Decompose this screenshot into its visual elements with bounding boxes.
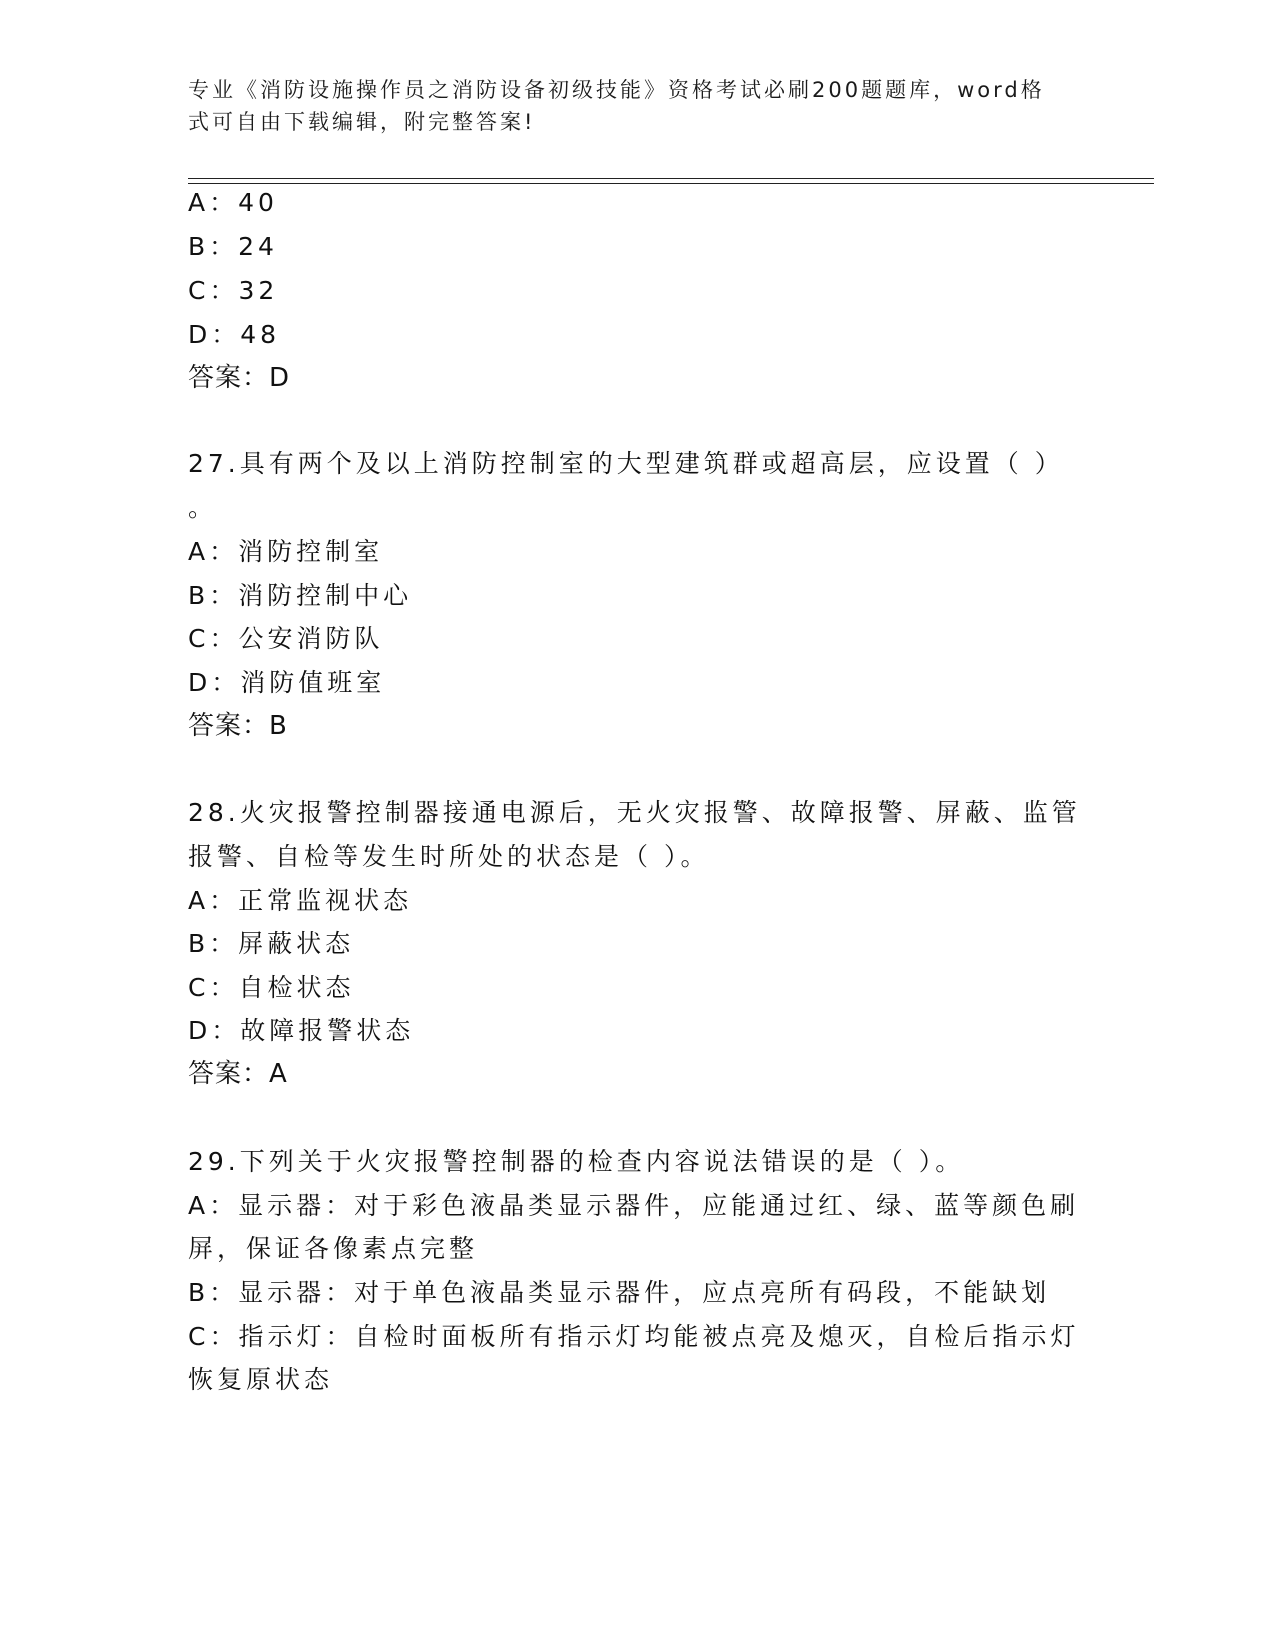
q29-option-c-line2: 恢复原状态 xyxy=(188,1365,334,1394)
q28-option-c: C：自检状态 xyxy=(188,973,355,1002)
q28-option-d: D：故障报警状态 xyxy=(188,1016,415,1045)
q27-option-c: C：公安消防队 xyxy=(188,624,384,653)
q26-option-a: A：40 xyxy=(188,188,278,217)
q29-stem: 29.下列关于火灾报警控制器的检查内容说法错误的是（ ）。 xyxy=(188,1147,965,1176)
q26-option-d: D：48 xyxy=(188,320,281,349)
q26-answer: 答案：D xyxy=(188,363,291,393)
header-divider-bottom xyxy=(188,183,1154,184)
document-header: 专业《消防设施操作员之消防设备初级技能》资格考试必刷200题题库，word格式可自由下载编辑，附完整答案! xyxy=(188,78,1045,134)
q27-option-d: D：消防值班室 xyxy=(188,668,386,697)
q28-option-b: B：屏蔽状态 xyxy=(188,929,355,958)
q27-stem-line2: 。 xyxy=(188,493,218,522)
q27-stem-line1: 27.具有两个及以上消防控制室的大型建筑群或超高层，应设置（ ） xyxy=(188,449,1064,478)
q26-option-b: B：24 xyxy=(188,232,278,261)
q28-stem-line2: 报警、自检等发生时所处的状态是（ ）。 xyxy=(188,842,710,871)
q29-option-c-line1: C：指示灯：自检时面板所有指示灯均能被点亮及熄灭，自检后指示灯 xyxy=(188,1322,1080,1351)
q29-option-a-line2: 屏，保证各像素点完整 xyxy=(188,1234,479,1263)
q28-option-a: A：正常监视状态 xyxy=(188,886,413,915)
header-divider-top xyxy=(188,178,1154,179)
q26-option-c: C：32 xyxy=(188,276,279,305)
q27-option-b: B：消防控制中心 xyxy=(188,581,413,610)
q27-answer: 答案：B xyxy=(188,711,288,741)
q27-option-a: A：消防控制室 xyxy=(188,537,384,566)
q29-option-a-line1: A：显示器：对于彩色液晶类显示器件，应能通过红、绿、蓝等颜色刷 xyxy=(188,1191,1080,1220)
q28-stem-line1: 28.火灾报警控制器接通电源后，无火灾报警、故障报警、屏蔽、监管 xyxy=(188,798,1081,827)
q28-answer: 答案：A xyxy=(188,1059,288,1089)
q29-option-b: B：显示器：对于单色液晶类显示器件，应点亮所有码段，不能缺划 xyxy=(188,1278,1051,1307)
